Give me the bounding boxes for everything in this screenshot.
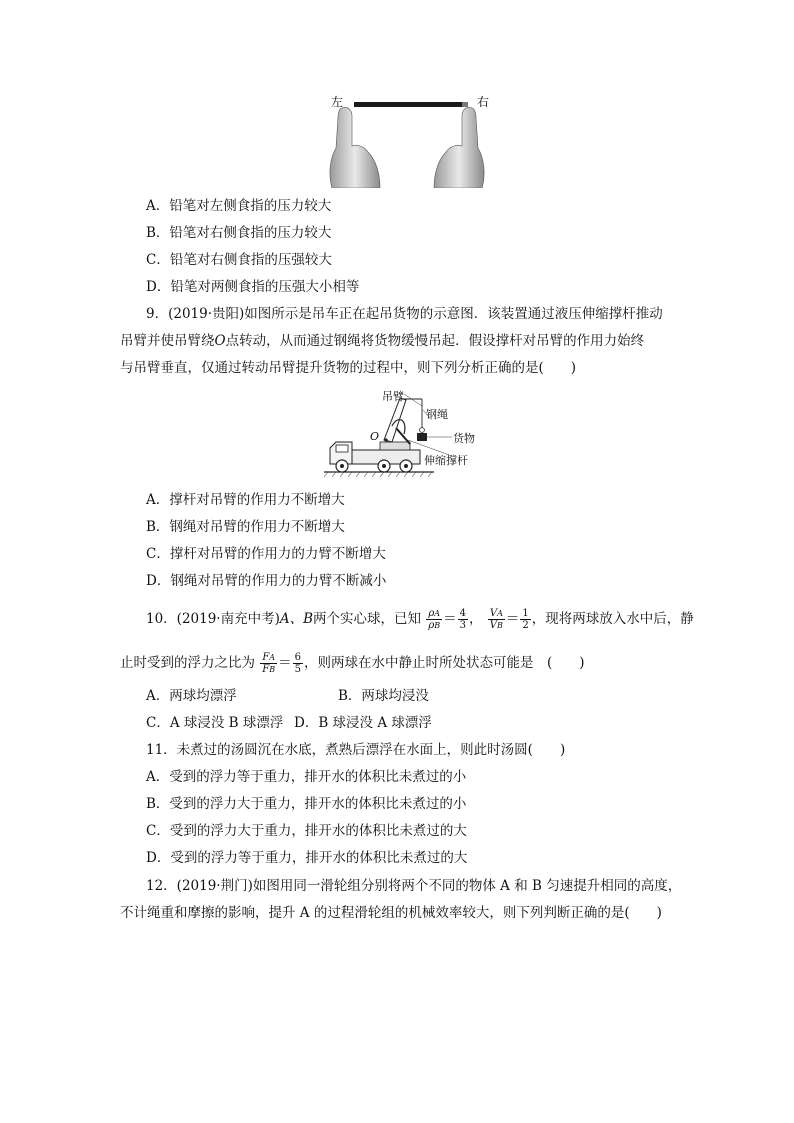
q11-option-c: C．受到的浮力大于重力，排开水的体积比未煮过的大 — [146, 823, 467, 839]
pencil-fingers-figure — [322, 88, 502, 188]
left-hand — [330, 107, 380, 188]
label-arm: 吊臂 — [382, 390, 404, 403]
q11-option-d: D．受到的浮力等于重力，排开水的体积比未煮过的大 — [146, 850, 468, 866]
q8-option-a: A．铅笔对左侧食指的压力较大 — [146, 198, 332, 214]
q10-option-c: C．A 球浸没 B 球漂浮 — [146, 715, 284, 731]
fraction-6-5: $\frac{6}{5}$ — [294, 652, 302, 675]
crane-figure — [322, 386, 484, 486]
pencil-hands-illustration — [322, 88, 502, 188]
pencil — [354, 102, 462, 107]
q9-stem-line2: 吊臂并使吊臂绕O点转动，从而通过钢绳将货物缓慢吊起．假设撑杆对吊臂的作用力始终 — [120, 333, 645, 349]
q10-stem-line1: 10．(2019·南充中考)A、B两个实心球，已知 $\frac{\rho^A}{\rho^B}$ ＝ $\frac{4}{3}$ ， $\frac{V^A}{V^B}$ ＝ $\frac{1}{2}$ ，现将两球放入水中后，静 — [146, 608, 694, 631]
fraction-1-2: $\frac{1}{2}$ — [522, 608, 529, 631]
q9-stem-line1: 9．(2019·贵阳)如图所示是吊车正在起吊货物的示意图．该装置通过液压伸缩撑杆推动 — [146, 306, 663, 322]
fraction-4-3: $\frac{4}{3}$ — [459, 608, 466, 631]
q10-option-b: B．两球均浸没 — [338, 688, 429, 704]
volume-ratio: $\frac{V^A}{V^B}$ — [489, 608, 503, 631]
right-hand — [434, 107, 484, 188]
q12-stem-line1: 12．(2019·荆门)如图用同一滑轮组分别将两个不同的物体 A 和 B 匀速提升相同的高度， — [146, 878, 682, 894]
q8-option-d: D．铅笔对两侧食指的压强大小相等 — [146, 279, 360, 295]
q8-option-b: B．铅笔对右侧食指的压力较大 — [146, 225, 332, 241]
q9-option-c: C．撑杆对吊臂的作用力的力臂不断增大 — [146, 546, 386, 562]
q9-stem-line3: 与吊臂垂直，仅通过转动吊臂提升货物的过程中，则下列分析正确的是( ) — [120, 360, 577, 376]
q12-stem-line2: 不计绳重和摩擦的影响，提升 A 的过程滑轮组的机械效率较大，则下列判断正确的是( ) — [120, 905, 662, 921]
right-label: 右 — [477, 95, 490, 109]
q10-stem-line2: 止时受到的浮力之比为 $\frac{F^A}{F^B}$ ＝ $\frac{6}{5}$ ，则两球在水中静止时所处状态可能是 ( ) — [120, 652, 585, 675]
buoyancy-ratio: $\frac{F^A}{F^B}$ — [262, 652, 276, 675]
cargo — [417, 433, 427, 441]
pivot-letter: O — [214, 333, 226, 349]
q9-option-d: D．钢绳对吊臂的作用力的力臂不断减小 — [146, 573, 387, 589]
q10-option-d: D．B 球浸没 A 球漂浮 — [294, 715, 432, 731]
q9-option-b: B．钢绳对吊臂的作用力不断增大 — [146, 519, 345, 535]
q11-option-a: A．受到的浮力等于重力，排开水的体积比未煮过的小 — [146, 769, 467, 785]
q8-option-c: C．铅笔对右侧食指的压强较大 — [146, 252, 332, 268]
label-strut: 伸缩撑杆 — [424, 454, 468, 467]
q10-option-a: A．两球均漂浮 — [146, 688, 237, 704]
label-pivot: O — [370, 430, 380, 443]
q11-option-b: B．受到的浮力大于重力，排开水的体积比未煮过的小 — [146, 796, 467, 812]
q9-option-a: A．撑杆对吊臂的作用力不断增大 — [146, 492, 345, 508]
label-rope: 钢绳 — [426, 408, 448, 421]
density-ratio: $\frac{\rho^A}{\rho^B}$ — [428, 608, 441, 631]
label-cargo: 货物 — [453, 432, 475, 445]
q11-stem: 11．未煮过的汤圆沉在水底，煮熟后漂浮在水面上，则此时汤圆( ) — [146, 742, 566, 758]
left-label: 左 — [331, 95, 344, 109]
